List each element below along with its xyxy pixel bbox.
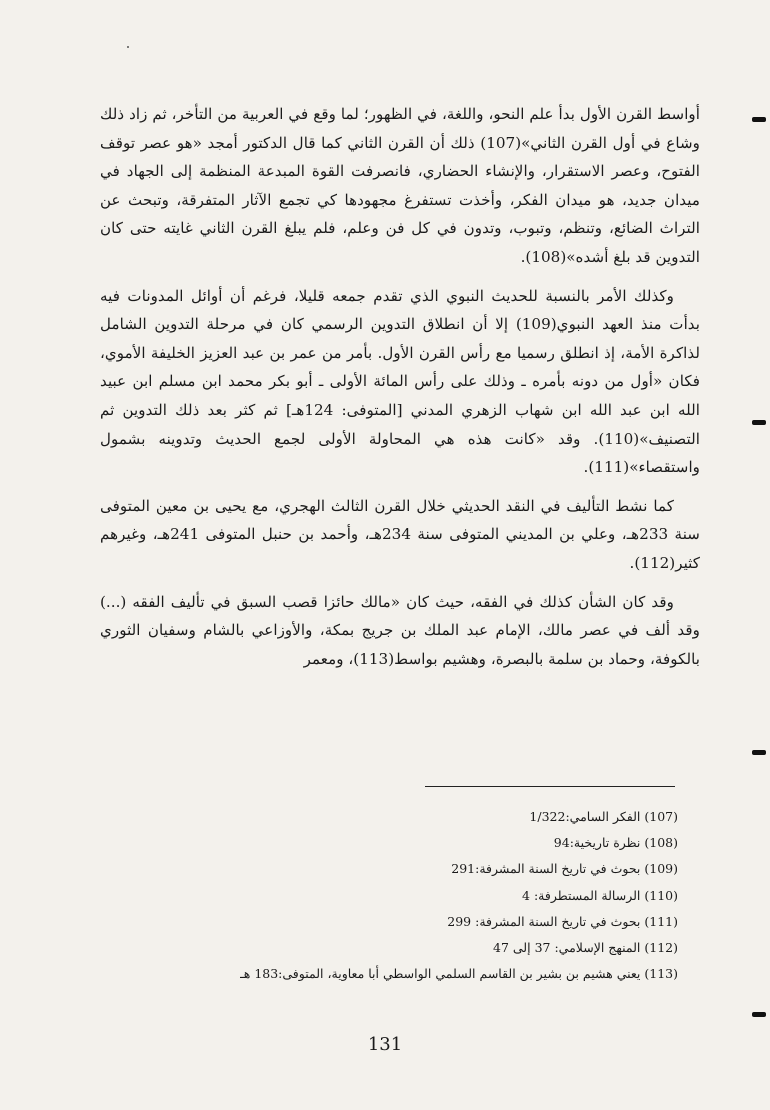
scan-edge-mark bbox=[752, 117, 766, 122]
page-number: 131 bbox=[367, 1034, 403, 1055]
paragraph: وقد كان الشأن كذلك في الفقه، حيث كان «مالك حائزا قصب السبق في تأليف الفقه (...) وقد ألف في عصر مالك، الإمام عبد الملك بن جريج بمكة، والأوزاعي بالشام وسفيان الثوري بالكوفة، وحماد بن سلمة بالبصرة، وهشيم بواسط(113)، ومعمر bbox=[100, 592, 700, 668]
footnote: (108) نظرة تاريخية:94 bbox=[553, 835, 678, 851]
footnote: (112) المنهج الإسلامي: 37 إلى 47 bbox=[493, 940, 678, 956]
footnote: (111) بحوث في تاريخ السنة المشرفة: 299 bbox=[447, 913, 678, 929]
scan-speck bbox=[127, 46, 129, 48]
body-text bbox=[100, 100, 700, 683]
footnote: (113) يعني هشيم بن بشير بن القاسم السلمي الواسطي أبا معاوية، المتوفى:183 هـ bbox=[240, 966, 678, 982]
footnote: (110) الرسالة المستطرفة: 4 bbox=[522, 887, 678, 903]
paragraph: وكذلك الأمر بالنسبة للحديث النبوي الذي تقدم جمعه قليلا، فرغم أن أوائل المدونات فيه بدأت منذ العهد النبوي(109) إلا أن انطلاق التدوين الرسمي كان في مرحلة التدوين الشامل لذاكرة الأمة، إذ انطلق رسميا مع رأس القرن الأول. بأمر من عمر بن عبد العزيز الخليفة الأموي، فكان «أول من دونه بأمره ـ وذلك على رأس المائة الأولى ـ أبو بكر محمد ابن مسلم ابن عبيد الله ابن عبد الله ابن شهاب الزهري المدني [المتوفى: 124هـ] ثم كثر بعد ذلك التدوين ثم التصنيف»(110). وقد «كانت هذه هي المحاولة الأولى لجمع الحديث وتدوينه بشمول واستقصاء»(111). bbox=[100, 286, 700, 477]
paragraph: كما نشط التأليف في النقد الحديثي خلال القرن الثالث الهجري، مع يحيى بن معين المتوفى سنة 233هـ، وعلي بن المديني المتوفى سنة 234هـ، وأحمد بن حنبل المتوفى 241هـ، وغيرهم كثير(112). bbox=[100, 496, 701, 572]
footnote: (107) الفكر السامي:1/322 bbox=[529, 809, 678, 824]
footnotes bbox=[100, 804, 678, 987]
scan-edge-mark bbox=[752, 750, 766, 755]
footnote: (109) بحوث في تاريخ السنة المشرفة:291 bbox=[451, 861, 678, 877]
scan-edge-mark bbox=[752, 420, 766, 425]
footnote-separator bbox=[425, 786, 675, 787]
paragraph: أواسط القرن الأول بدأ علم النحو، واللغة، في الظهور؛ لما وقع في العربية من التأخر، ثم زاد ذلك وشاع في أول القرن الثاني»(107) ذلك أن القرن الثاني كما قال الدكتور أمجد «هو عصر توقف الفتوح، وعصر الاستقرار، والإنشاء الحضاري، فانصرفت القوة المبدعة المنظمة إلى الجهاد في ميدان جديد، هو ميدان الفكر، وأخذت تستفرغ مجهودها كي تجمع الآثار المتفرقة، وتبحث عن التراث الضائع، وتنظم، وتبوب، وتدون في كل فن وعلم، فلم يبلغ القرن الثاني غايته حتى كان التدوين قد بلغ أشده»(108). bbox=[100, 105, 701, 266]
scan-edge-mark bbox=[752, 1012, 766, 1017]
